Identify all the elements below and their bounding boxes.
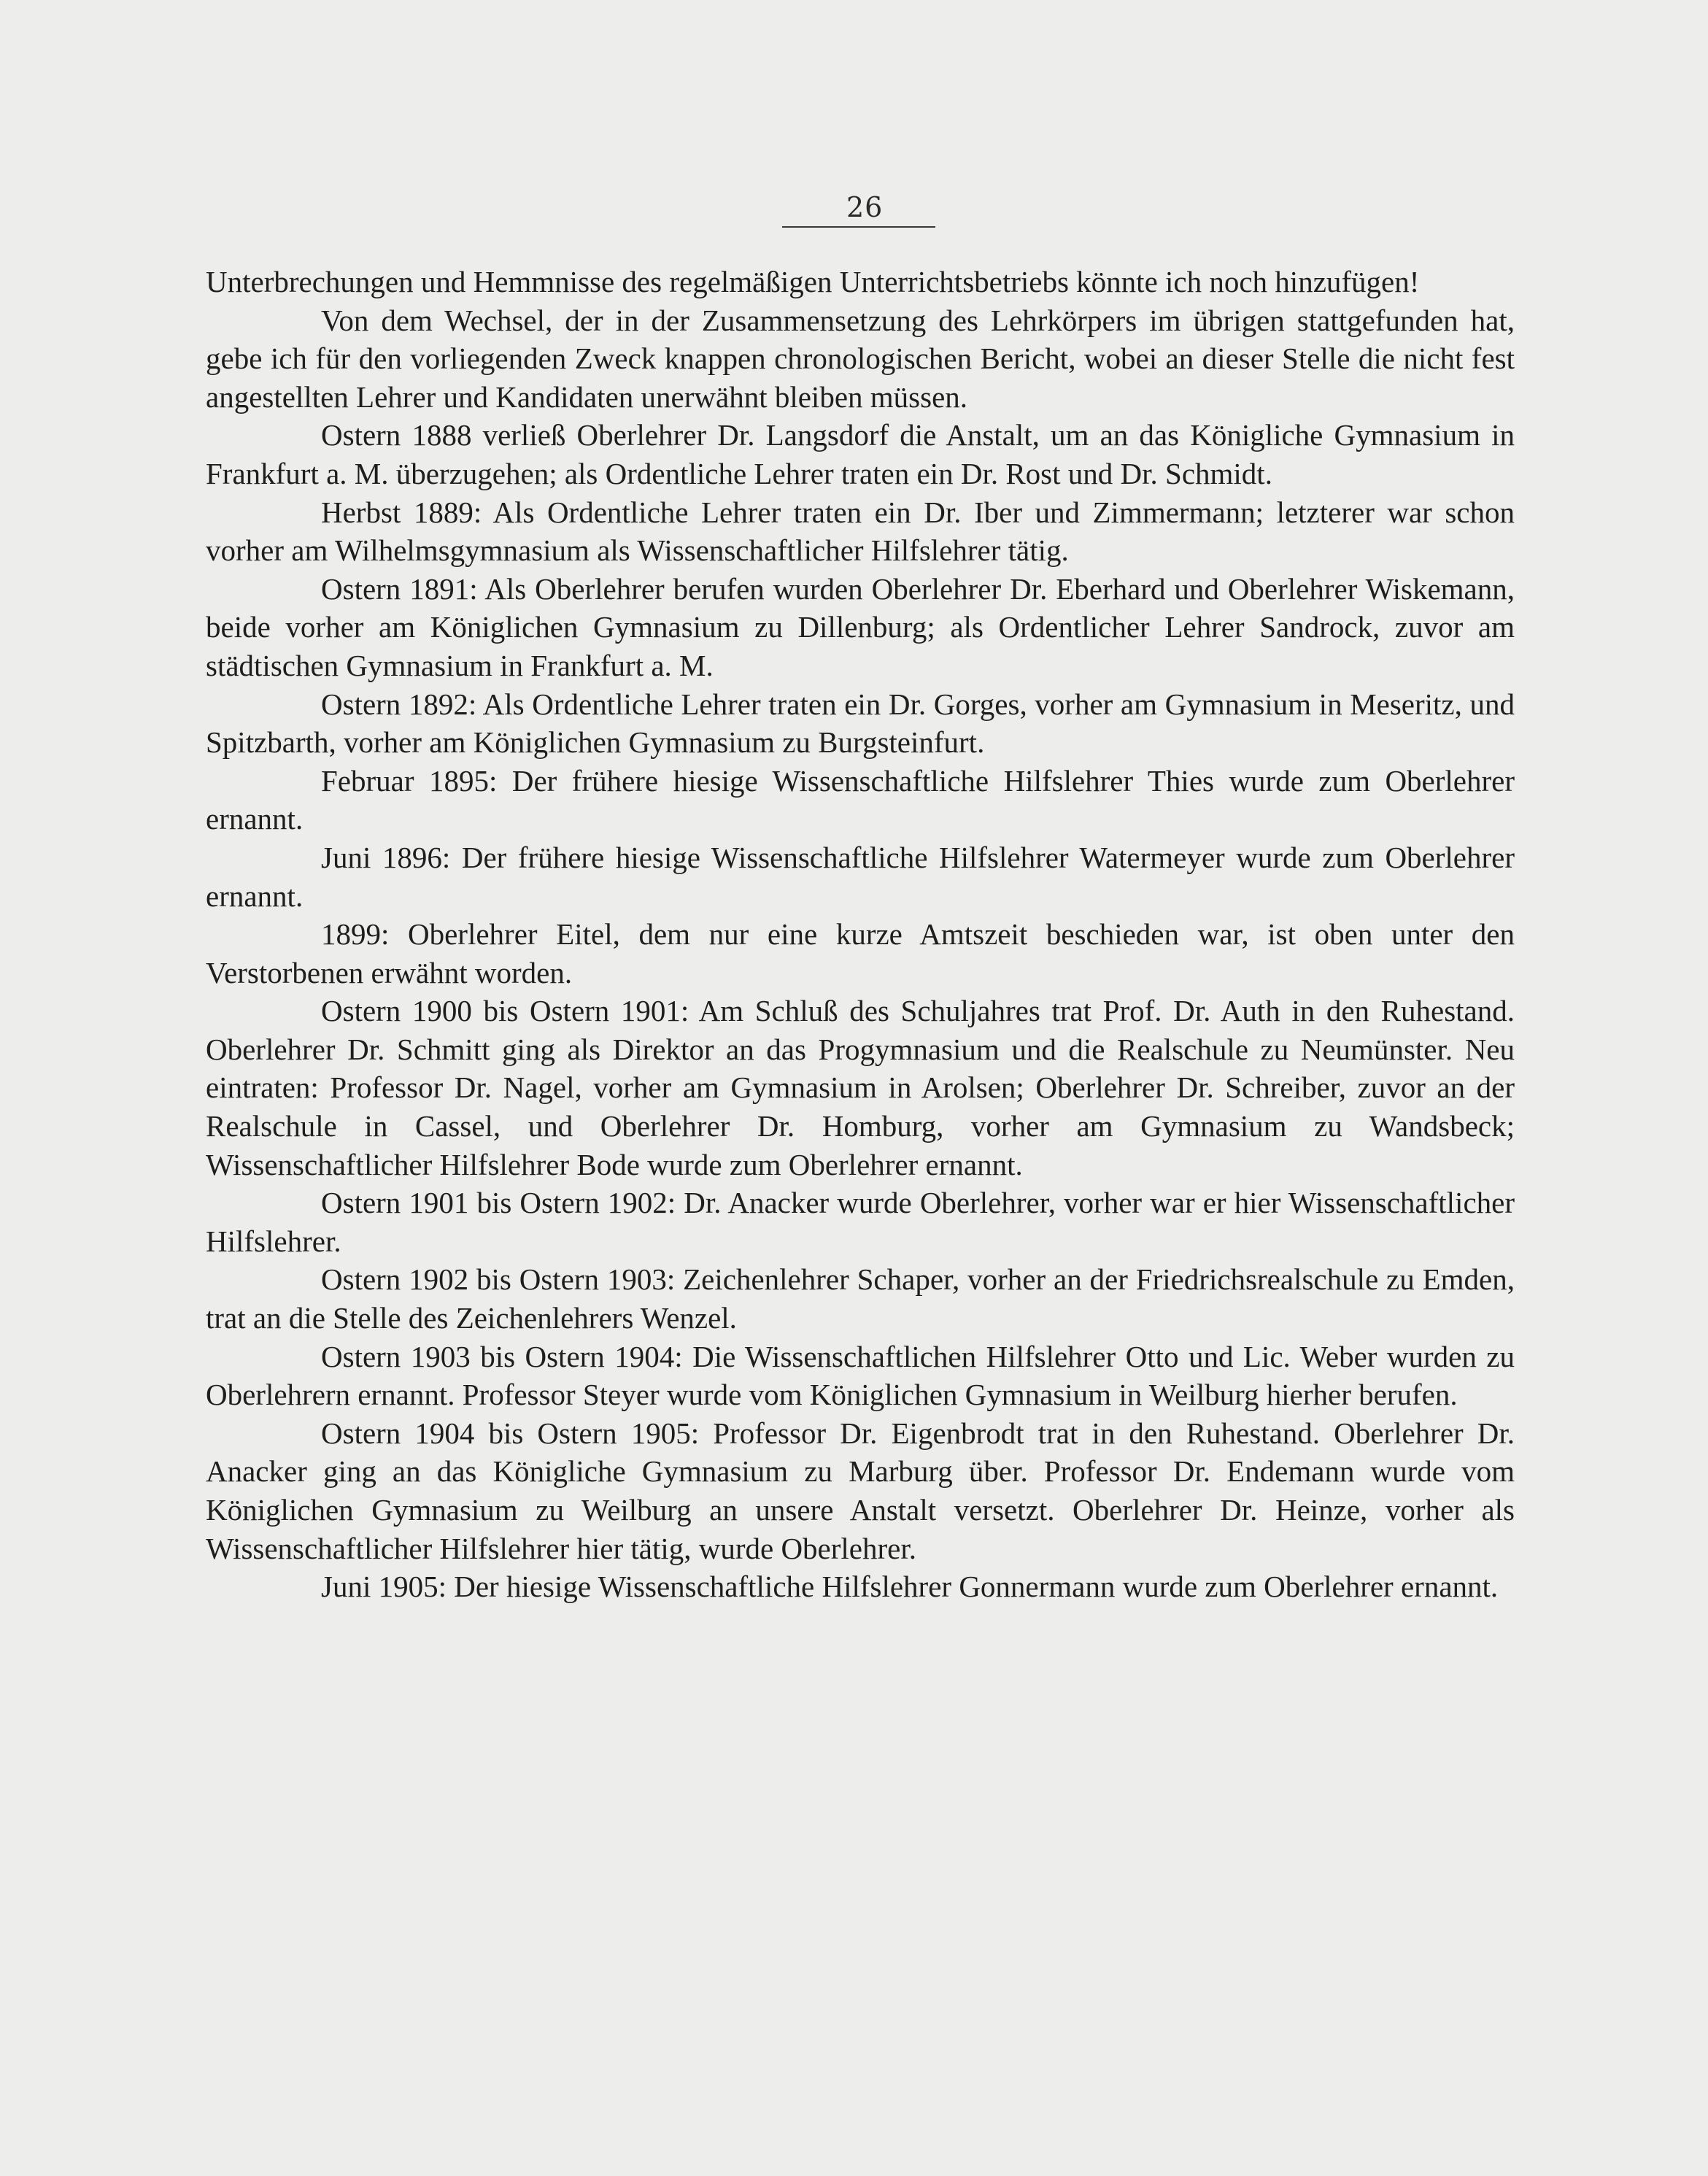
paragraph: Ostern 1888 verließ Oberlehrer Dr. Langsdorf die Anstalt, um an das Königliche Gymnasium in Frankfurt a. M. überzugehen; als Ordentliche Lehrer traten ein Dr. Rost und Dr. Schmidt. bbox=[206, 418, 1515, 490]
paragraph: Ostern 1903 bis Ostern 1904: Die Wissenschaftlichen Hilfslehrer Otto und Lic. Weber wurden zu Oberlehrern ernannt. Professor Steyer wurde vom Königlichen Gymnasium in Weilburg hierher berufen. bbox=[206, 1339, 1515, 1412]
paragraph: Ostern 1902 bis Ostern 1903: Zeichenlehrer Schaper, vorher an der Friedrichsrealschule zu Emden, trat an die Stelle des Zeichenlehrers Wenzel. bbox=[206, 1262, 1515, 1335]
paragraph: Herbst 1889: Als Ordentliche Lehrer traten ein Dr. Iber und Zimmermann; letzterer war schon vorher am Wilhelmsgymnasium als Wissenschaftlicher Hilfslehrer tätig. bbox=[206, 495, 1515, 568]
paragraph: Ostern 1891: Als Oberlehrer berufen wurden Oberlehrer Dr. Eberhard und Oberlehrer Wiskemann, beide vorher am Königlichen Gymnasium zu Dillenburg; als Ordentlicher Lehrer Sandrock, zuvor am städtischen Gymnasium in Frankfurt a. M. bbox=[206, 571, 1515, 682]
paragraph: Juni 1905: Der hiesige Wissenschaftliche Hilfslehrer Gonnermann wurde zum Oberlehrer ernannt. bbox=[321, 1570, 1499, 1604]
body-text bbox=[206, 263, 1515, 1606]
paragraph: Ostern 1904 bis Ostern 1905: Professor Dr. Eigenbrodt trat in den Ruhestand. Oberlehrer Dr. Anacker ging an das Königliche Gymnasium zu Marburg über. Professor Dr. Endemann wurde vom Königlichen Gymnasium zu Weilburg an unsere Anstalt versetzt. Oberlehrer Dr. Heinze, vorher als Wissenschaftlicher Hilfslehrer hier tätig, wurde Oberlehrer. bbox=[206, 1416, 1515, 1565]
paragraph: Ostern 1892: Als Ordentliche Lehrer traten ein Dr. Gorges, vorher am Gymnasium in Meseritz, und Spitzbarth, vorher am Königlichen Gymnasium zu Burgsteinfurt. bbox=[206, 687, 1515, 760]
paragraph: Ostern 1901 bis Ostern 1902: Dr. Anacker wurde Oberlehrer, vorher war er hier Wissenschaftlicher Hilfslehrer. bbox=[206, 1186, 1515, 1258]
paragraph: Ostern 1900 bis Ostern 1901: Am Schluß des Schuljahres trat Prof. Dr. Auth in den Ruhestand. Oberlehrer Dr. Schmitt ging als Direktor an das Progymnasium und die Realschule zu Neumünster. Neu eintraten: Professor Dr. Nagel, vorher am Gymnasium in Arolsen; Oberlehrer Dr. Schreiber, zuvor an der Realschule in Cassel, und Oberlehrer Dr. Homburg, vorher am Gymnasium zu Wandsbeck; Wissenschaftlicher Hilfslehrer Bode wurde zum Oberlehrer ernannt. bbox=[206, 994, 1515, 1181]
paragraph: Juni 1896: Der frühere hiesige Wissenschaftliche Hilfslehrer Watermeyer wurde zum Oberlehrer ernannt. bbox=[206, 840, 1515, 913]
paragraph: Unterbrechungen und Hemmnisse des regelmäßigen Unterrichtsbetriebs könnte ich noch hinzufügen! bbox=[206, 265, 1420, 298]
paragraph: Von dem Wechsel, der in der Zusammensetzung des Lehrkörpers im übrigen stattgefunden hat, gebe ich für den vorliegenden Zweck knappen chronologischen Bericht, wobei an dieser Stelle die nicht fest angestellten Lehrer und Kandidaten unerwähnt bleiben müssen. bbox=[206, 303, 1515, 414]
page-number: 26 bbox=[846, 191, 884, 223]
page-number-rule bbox=[782, 226, 935, 228]
paragraph: Februar 1895: Der frühere hiesige Wissenschaftliche Hilfslehrer Thies wurde zum Oberlehrer ernannt. bbox=[206, 763, 1515, 836]
paragraph: 1899: Oberlehrer Eitel, dem nur eine kurze Amtszeit beschieden war, ist oben unter den Verstorbenen erwähnt worden. bbox=[206, 917, 1515, 989]
